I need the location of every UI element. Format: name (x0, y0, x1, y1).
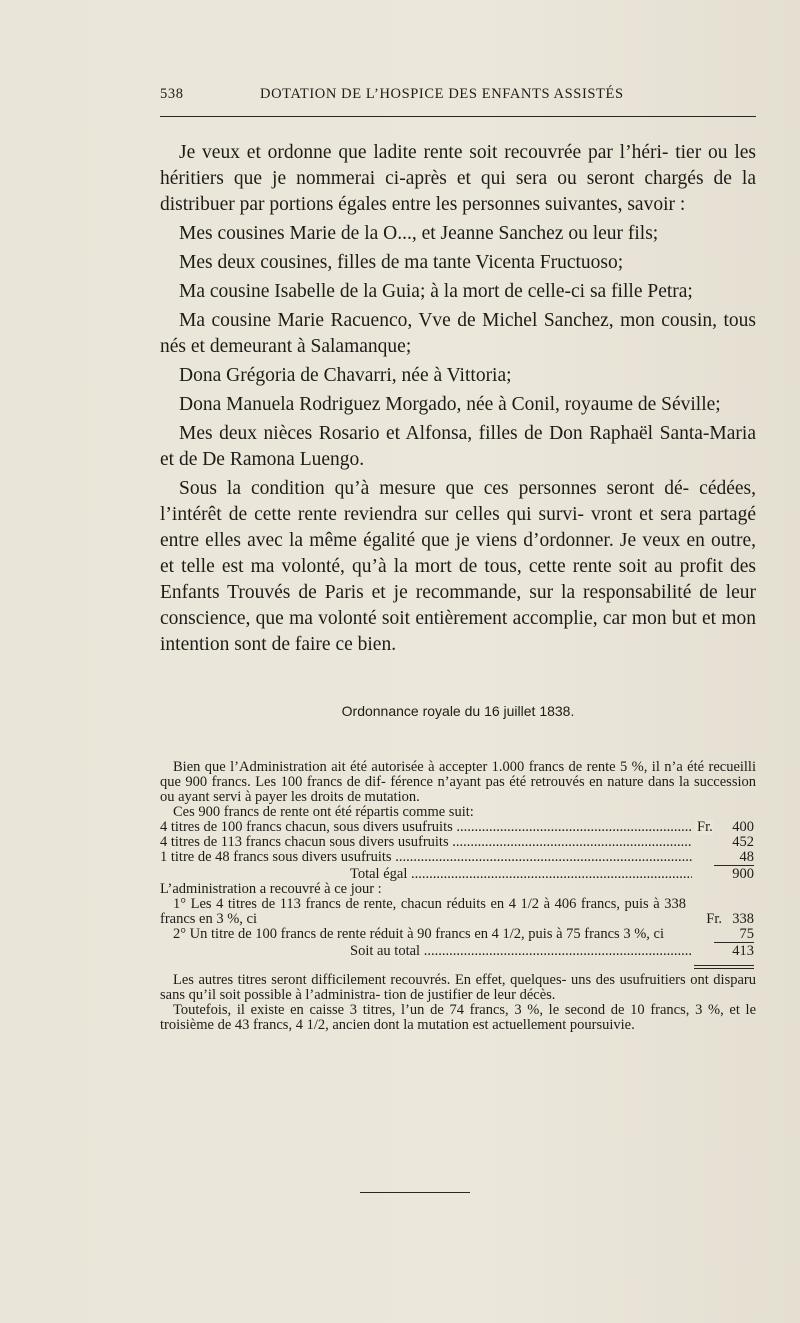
end-rule (360, 1192, 470, 1193)
subtotal-label: Soit au total ..... (350, 944, 692, 959)
total-label: Total égal ..... (350, 867, 692, 882)
main-text (160, 140, 756, 661)
ledger-amount: 400 (732, 819, 754, 835)
item1-text: 1° Les 4 titres de 113 francs de rente, chacun réduits en 4 1/2 à 406 francs, puis à 338 francs en 3 %, ci (160, 896, 686, 927)
ledger-amount: 48 (739, 849, 754, 865)
paragraph: Dona Grégoria de Chavarri, née à Vittoria; (179, 365, 512, 386)
item2 (160, 927, 756, 942)
ledger-amount: 452 (732, 834, 754, 850)
running-header (160, 86, 756, 110)
ledger-total (160, 867, 756, 882)
recouvre-intro: L’administration a recouvré à ce jour : (160, 881, 382, 897)
paragraph: Ma cousine Marie Racuenco, Vve de Michel Sanchez, mon cousin, tous nés et demeurant à Salamanque; (160, 310, 756, 357)
total-amount: 900 (732, 866, 754, 882)
item1 (160, 897, 756, 927)
ledger-label: 1 titre de 48 francs sous divers usufruits ..... (160, 850, 692, 865)
item2-text: 2° Un titre de 100 francs de rente réduit à 90 francs en 4 1/2, puis à 75 francs 3 %, ci (173, 926, 664, 942)
note-intro: Bien que l’Administration ait été autorisée à accepter 1.000 francs de rente 5 %, il n’a été recueilli que 900 francs. Les 100 francs de dif- férence n’ayant pas été retrouvés en nature dans la succession ou ayant servi à payer les droits de mutation. (160, 759, 756, 805)
page-number: 538 (160, 86, 184, 102)
ledger-subtotal (160, 944, 756, 959)
header-rule (160, 116, 756, 117)
ledger-row (160, 820, 756, 835)
paragraph: Je veux et ordonne que ladite rente soit recouvrée par l’héri- tier ou les héritiers que je nommerai ci-après et qui sera ou seront chargés de la distribuer par portions égales entre les personnes suivantes, savoir : (160, 142, 756, 215)
item1-currency: Fr. (706, 911, 722, 927)
double-rule (160, 959, 756, 973)
ordonnance-heading: Ordonnance royale du 16 juillet 1838. (341, 703, 575, 719)
subtotal-amount: 413 (732, 943, 754, 959)
ledger-row (160, 835, 756, 850)
item1-amount: 338 (732, 911, 754, 927)
ledger-label: 4 titres de 113 francs chacun sous divers usufruits ..... (160, 835, 692, 850)
closing-paragraph: Toutefois, il existe en caisse 3 titres, l’un de 74 francs, 3 %, le second de 10 francs, 3 %, et le troisième de 43 francs, 4 1/2, ancien dont la mutation est actuellement poursuivie. (160, 1002, 756, 1033)
item2-amount: 75 (739, 926, 754, 942)
ledger-row (160, 850, 756, 865)
running-title: DOTATION DE L’HOSPICE DES ENFANTS ASSISTÉS (260, 86, 624, 102)
paragraph: Mes cousines Marie de la O..., et Jeanne Sanchez ou leur fils; (179, 223, 659, 244)
footnote-block (160, 760, 756, 1033)
ledger-currency: Fr. (697, 819, 713, 835)
paragraph: Mes deux nièces Rosario et Alfonsa, filles de Don Raphaël Santa-Maria et de De Ramona Luengo. (160, 423, 756, 470)
repartition-intro: Ces 900 francs de rente ont été répartis comme suit: (173, 804, 474, 820)
paragraph: Sous la condition qu’à mesure que ces personnes seront dé- cédées, l’intérêt de cette rente reviendra sur celles qui survi- vront et sera partagé entre elles avec la même égalité que je viens d’ordonner. Je veux en outre, et telle est ma volonté, qu’à la mort de tous, cette rente soit au profit des Enfants Trouvés de Paris et je recommande, sur la responsabilité de leur conscience, que ma volonté soit entièrement accomplie, car mon but et mon intention sont de faire ce bien. (160, 478, 756, 655)
ledger-label: 4 titres de 100 francs chacun, sous divers usufruits ..... (160, 820, 692, 835)
paragraph: Ma cousine Isabelle de la Guia; à la mort de celle-ci sa fille Petra; (179, 281, 693, 302)
closing-paragraph: Les autres titres seront difficilement recouvrés. En effet, quelques- uns des usufruitiers ont disparu sans qu’il soit possible à l’administra- tion de justifier de leur décès. (160, 972, 756, 1003)
paragraph: Mes deux cousines, filles de ma tante Vicenta Fructuoso; (179, 252, 624, 273)
paragraph: Dona Manuela Rodriguez Morgado, née à Conil, royaume de Séville; (179, 394, 721, 415)
